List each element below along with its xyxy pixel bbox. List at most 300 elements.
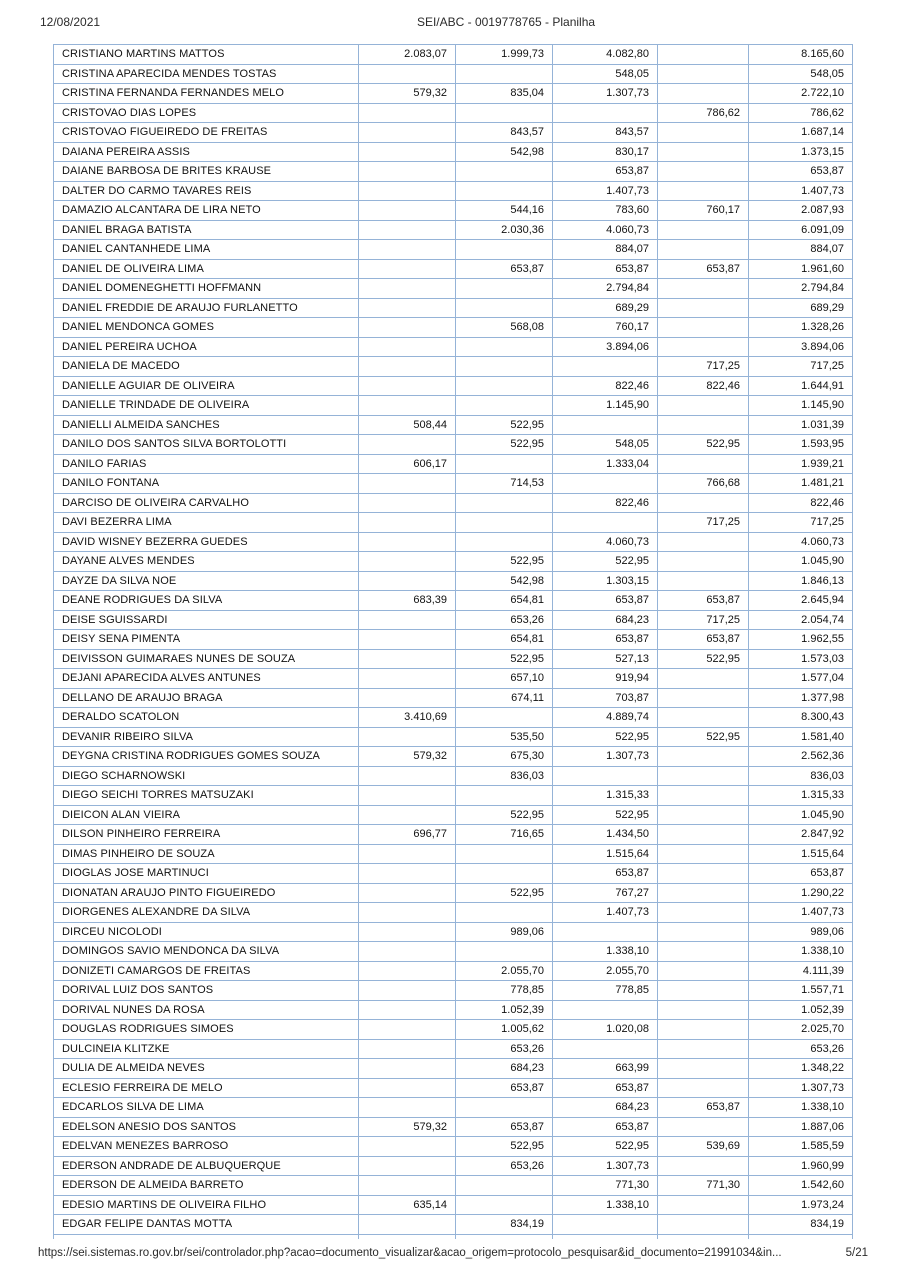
total-cell: 8.300,43 bbox=[749, 708, 853, 728]
value-cell: 548,05 bbox=[553, 64, 658, 84]
table-row bbox=[54, 201, 853, 221]
table-row bbox=[54, 649, 853, 669]
name-cell: DIORGENES ALEXANDRE DA SILVA bbox=[54, 903, 359, 923]
value-cell bbox=[359, 337, 456, 357]
table-row bbox=[54, 493, 853, 513]
value-cell bbox=[456, 279, 553, 299]
name-cell: DEJANI APARECIDA ALVES ANTUNES bbox=[54, 669, 359, 689]
value-cell bbox=[359, 1000, 456, 1020]
value-cell: 689,29 bbox=[553, 298, 658, 318]
value-cell bbox=[658, 825, 749, 845]
value-cell bbox=[359, 298, 456, 318]
value-cell bbox=[359, 688, 456, 708]
value-cell: 653,87 bbox=[553, 1078, 658, 1098]
value-cell bbox=[553, 513, 658, 533]
total-cell: 1.960,99 bbox=[749, 1156, 853, 1176]
value-cell bbox=[359, 727, 456, 747]
total-cell: 1.052,39 bbox=[749, 1000, 853, 1020]
total-cell: 1.307,73 bbox=[749, 1078, 853, 1098]
table-row bbox=[54, 571, 853, 591]
value-cell: 919,94 bbox=[553, 669, 658, 689]
value-cell: 657,10 bbox=[456, 669, 553, 689]
value-cell: 1.515,64 bbox=[553, 844, 658, 864]
value-cell: 1.315,33 bbox=[553, 786, 658, 806]
value-cell bbox=[553, 474, 658, 494]
total-cell: 4.111,39 bbox=[749, 961, 853, 981]
value-cell bbox=[658, 864, 749, 884]
value-cell: 843,57 bbox=[456, 123, 553, 143]
value-cell bbox=[658, 162, 749, 182]
table-row bbox=[54, 786, 853, 806]
total-cell: 1.515,64 bbox=[749, 844, 853, 864]
table-row bbox=[54, 435, 853, 455]
partial-row-border bbox=[53, 1234, 54, 1239]
total-cell: 2.847,92 bbox=[749, 825, 853, 845]
name-cell: DANIEL MENDONCA GOMES bbox=[54, 318, 359, 338]
value-cell: 1.999,73 bbox=[456, 45, 553, 65]
total-cell: 1.315,33 bbox=[749, 786, 853, 806]
name-cell: EDERSON ANDRADE DE ALBUQUERQUE bbox=[54, 1156, 359, 1176]
table-row bbox=[54, 1195, 853, 1215]
value-cell bbox=[456, 1176, 553, 1196]
table-row bbox=[54, 84, 853, 104]
table-row bbox=[54, 513, 853, 533]
value-cell: 1.407,73 bbox=[553, 903, 658, 923]
name-cell: DEISE SGUISSARDI bbox=[54, 610, 359, 630]
name-cell: DANILO FARIAS bbox=[54, 454, 359, 474]
value-cell: 653,87 bbox=[553, 1117, 658, 1137]
partial-row-border bbox=[455, 1234, 456, 1239]
table-row bbox=[54, 591, 853, 611]
total-cell: 548,05 bbox=[749, 64, 853, 84]
name-cell: DORIVAL LUIZ DOS SANTOS bbox=[54, 981, 359, 1001]
value-cell: 606,17 bbox=[359, 454, 456, 474]
name-cell: CRISTIANO MARTINS MATTOS bbox=[54, 45, 359, 65]
name-cell: DANIEL PEREIRA UCHOA bbox=[54, 337, 359, 357]
value-cell bbox=[658, 1215, 749, 1235]
value-cell: 653,87 bbox=[553, 259, 658, 279]
value-cell: 653,87 bbox=[456, 1078, 553, 1098]
value-cell bbox=[456, 864, 553, 884]
table-row bbox=[54, 123, 853, 143]
table-row bbox=[54, 1137, 853, 1157]
value-cell: 822,46 bbox=[658, 376, 749, 396]
total-cell: 653,87 bbox=[749, 864, 853, 884]
value-cell bbox=[359, 162, 456, 182]
value-cell bbox=[658, 1156, 749, 1176]
name-cell: DANIEL CANTANHEDE LIMA bbox=[54, 240, 359, 260]
value-cell bbox=[359, 1098, 456, 1118]
table-row bbox=[54, 1117, 853, 1137]
value-cell bbox=[553, 415, 658, 435]
value-cell bbox=[359, 1137, 456, 1157]
value-cell bbox=[658, 942, 749, 962]
value-cell bbox=[359, 1156, 456, 1176]
value-cell bbox=[553, 357, 658, 377]
total-cell: 2.562,36 bbox=[749, 747, 853, 767]
name-cell: DANIELA DE MACEDO bbox=[54, 357, 359, 377]
name-cell: EDELVAN MENEZES BARROSO bbox=[54, 1137, 359, 1157]
name-cell: DEANE RODRIGUES DA SILVA bbox=[54, 591, 359, 611]
table-row bbox=[54, 688, 853, 708]
value-cell bbox=[456, 493, 553, 513]
value-cell: 653,26 bbox=[456, 1039, 553, 1059]
name-cell: DAIANE BARBOSA DE BRITES KRAUSE bbox=[54, 162, 359, 182]
name-cell: DOMINGOS SAVIO MENDONCA DA SILVA bbox=[54, 942, 359, 962]
name-cell: DANIEL FREDDIE DE ARAUJO FURLANETTO bbox=[54, 298, 359, 318]
value-cell: 2.083,07 bbox=[359, 45, 456, 65]
value-cell bbox=[658, 708, 749, 728]
table-row bbox=[54, 669, 853, 689]
value-cell bbox=[658, 669, 749, 689]
name-cell: EDELSON ANESIO DOS SANTOS bbox=[54, 1117, 359, 1137]
name-cell: DIONATAN ARAUJO PINTO FIGUEIREDO bbox=[54, 883, 359, 903]
total-cell: 1.581,40 bbox=[749, 727, 853, 747]
value-cell: 653,87 bbox=[658, 259, 749, 279]
total-cell: 1.348,22 bbox=[749, 1059, 853, 1079]
value-cell: 766,68 bbox=[658, 474, 749, 494]
name-cell: DAVID WISNEY BEZERRA GUEDES bbox=[54, 532, 359, 552]
value-cell: 4.889,74 bbox=[553, 708, 658, 728]
table-row bbox=[54, 396, 853, 416]
name-cell: DERALDO SCATOLON bbox=[54, 708, 359, 728]
partial-row-border bbox=[552, 1234, 553, 1239]
total-cell: 1.377,98 bbox=[749, 688, 853, 708]
name-cell: DAIANA PEREIRA ASSIS bbox=[54, 142, 359, 162]
value-cell: 1.145,90 bbox=[553, 396, 658, 416]
total-cell: 2.087,93 bbox=[749, 201, 853, 221]
value-cell bbox=[658, 786, 749, 806]
value-cell: 579,32 bbox=[359, 84, 456, 104]
total-cell: 2.054,74 bbox=[749, 610, 853, 630]
value-cell: 1.005,62 bbox=[456, 1020, 553, 1040]
total-cell: 1.962,55 bbox=[749, 630, 853, 650]
table-row bbox=[54, 1039, 853, 1059]
table-row bbox=[54, 103, 853, 123]
partial-row-border bbox=[748, 1234, 749, 1239]
value-cell: 522,95 bbox=[456, 1137, 553, 1157]
value-cell bbox=[359, 864, 456, 884]
value-cell: 989,06 bbox=[456, 922, 553, 942]
value-cell: 684,23 bbox=[456, 1059, 553, 1079]
value-cell: 760,17 bbox=[658, 201, 749, 221]
name-cell: EDERSON DE ALMEIDA BARRETO bbox=[54, 1176, 359, 1196]
value-cell: 1.307,73 bbox=[553, 747, 658, 767]
value-cell bbox=[658, 1039, 749, 1059]
name-cell: DONIZETI CAMARGOS DE FREITAS bbox=[54, 961, 359, 981]
value-cell: 822,46 bbox=[553, 376, 658, 396]
name-cell: DEISY SENA PIMENTA bbox=[54, 630, 359, 650]
value-cell: 830,17 bbox=[553, 142, 658, 162]
table-row bbox=[54, 1059, 853, 1079]
value-cell bbox=[658, 903, 749, 923]
total-cell: 689,29 bbox=[749, 298, 853, 318]
value-cell: 674,11 bbox=[456, 688, 553, 708]
value-cell bbox=[359, 493, 456, 513]
value-cell: 1.052,39 bbox=[456, 1000, 553, 1020]
print-header-date: 12/08/2021 bbox=[40, 15, 101, 29]
value-cell: 3.894,06 bbox=[553, 337, 658, 357]
value-cell bbox=[658, 844, 749, 864]
table-row bbox=[54, 883, 853, 903]
value-cell bbox=[359, 474, 456, 494]
partial-row-border bbox=[657, 1234, 658, 1239]
total-cell: 836,03 bbox=[749, 766, 853, 786]
partial-next-row bbox=[53, 1234, 853, 1239]
value-cell: 771,30 bbox=[553, 1176, 658, 1196]
total-cell: 4.060,73 bbox=[749, 532, 853, 552]
value-cell: 522,95 bbox=[658, 727, 749, 747]
value-cell bbox=[658, 318, 749, 338]
total-cell: 1.338,10 bbox=[749, 942, 853, 962]
value-cell: 1.434,50 bbox=[553, 825, 658, 845]
value-cell: 703,87 bbox=[553, 688, 658, 708]
name-cell: DANIEL BRAGA BATISTA bbox=[54, 220, 359, 240]
value-cell bbox=[359, 552, 456, 572]
table-row bbox=[54, 708, 853, 728]
value-cell: 684,23 bbox=[553, 610, 658, 630]
value-cell bbox=[359, 883, 456, 903]
value-cell: 663,99 bbox=[553, 1059, 658, 1079]
total-cell: 834,19 bbox=[749, 1215, 853, 1235]
total-cell: 1.481,21 bbox=[749, 474, 853, 494]
value-cell: 836,03 bbox=[456, 766, 553, 786]
value-cell: 653,87 bbox=[658, 1098, 749, 1118]
value-cell bbox=[456, 454, 553, 474]
value-cell: 654,81 bbox=[456, 630, 553, 650]
table-row bbox=[54, 1215, 853, 1235]
value-cell bbox=[658, 961, 749, 981]
value-cell bbox=[456, 942, 553, 962]
name-cell: DILSON PINHEIRO FERREIRA bbox=[54, 825, 359, 845]
value-cell bbox=[359, 240, 456, 260]
value-cell bbox=[658, 1020, 749, 1040]
table-row bbox=[54, 259, 853, 279]
value-cell bbox=[359, 1020, 456, 1040]
total-cell: 1.687,14 bbox=[749, 123, 853, 143]
name-cell: DAMAZIO ALCANTARA DE LIRA NETO bbox=[54, 201, 359, 221]
name-cell: DOUGLAS RODRIGUES SIMOES bbox=[54, 1020, 359, 1040]
value-cell: 548,05 bbox=[553, 435, 658, 455]
value-cell bbox=[359, 766, 456, 786]
value-cell bbox=[359, 903, 456, 923]
value-cell: 834,19 bbox=[456, 1215, 553, 1235]
table-row bbox=[54, 64, 853, 84]
value-cell bbox=[359, 805, 456, 825]
value-cell: 1.338,10 bbox=[553, 1195, 658, 1215]
value-cell: 884,07 bbox=[553, 240, 658, 260]
value-cell bbox=[456, 240, 553, 260]
value-cell bbox=[658, 181, 749, 201]
value-cell bbox=[359, 376, 456, 396]
total-cell: 1.145,90 bbox=[749, 396, 853, 416]
value-cell: 1.303,15 bbox=[553, 571, 658, 591]
value-cell: 683,39 bbox=[359, 591, 456, 611]
value-cell: 717,25 bbox=[658, 513, 749, 533]
table-row bbox=[54, 298, 853, 318]
table-row bbox=[54, 357, 853, 377]
value-cell bbox=[359, 844, 456, 864]
value-cell bbox=[359, 142, 456, 162]
value-cell bbox=[359, 1059, 456, 1079]
value-cell: 542,98 bbox=[456, 142, 553, 162]
table-row bbox=[54, 318, 853, 338]
table-row bbox=[54, 825, 853, 845]
value-cell bbox=[359, 669, 456, 689]
value-cell: 1.307,73 bbox=[553, 84, 658, 104]
name-cell: DANIELLE AGUIAR DE OLIVEIRA bbox=[54, 376, 359, 396]
name-cell: DIEICON ALAN VIEIRA bbox=[54, 805, 359, 825]
value-cell: 508,44 bbox=[359, 415, 456, 435]
total-cell: 1.585,59 bbox=[749, 1137, 853, 1157]
value-cell bbox=[658, 220, 749, 240]
value-cell bbox=[359, 279, 456, 299]
total-cell: 1.542,60 bbox=[749, 1176, 853, 1196]
total-cell: 2.645,94 bbox=[749, 591, 853, 611]
name-cell: DIRCEU NICOLODI bbox=[54, 922, 359, 942]
value-cell: 2.055,70 bbox=[456, 961, 553, 981]
name-cell: DEIVISSON GUIMARAES NUNES DE SOUZA bbox=[54, 649, 359, 669]
total-cell: 1.887,06 bbox=[749, 1117, 853, 1137]
total-cell: 884,07 bbox=[749, 240, 853, 260]
value-cell: 696,77 bbox=[359, 825, 456, 845]
value-cell bbox=[456, 376, 553, 396]
value-cell: 767,27 bbox=[553, 883, 658, 903]
table-row bbox=[54, 610, 853, 630]
value-cell: 1.333,04 bbox=[553, 454, 658, 474]
name-cell: DIEGO SEICHI TORRES MATSUZAKI bbox=[54, 786, 359, 806]
name-cell: DANILO DOS SANTOS SILVA BORTOLOTTI bbox=[54, 435, 359, 455]
value-cell bbox=[359, 357, 456, 377]
value-cell bbox=[658, 415, 749, 435]
name-cell: DORIVAL NUNES DA ROSA bbox=[54, 1000, 359, 1020]
value-cell bbox=[359, 1039, 456, 1059]
table-row bbox=[54, 415, 853, 435]
value-cell: 522,95 bbox=[553, 805, 658, 825]
value-cell bbox=[658, 45, 749, 65]
table-row bbox=[54, 903, 853, 923]
total-cell: 3.894,06 bbox=[749, 337, 853, 357]
total-cell: 1.939,21 bbox=[749, 454, 853, 474]
total-cell: 1.373,15 bbox=[749, 142, 853, 162]
value-cell bbox=[553, 922, 658, 942]
name-cell: DANIELLE TRINDADE DE OLIVEIRA bbox=[54, 396, 359, 416]
value-cell: 778,85 bbox=[553, 981, 658, 1001]
value-cell bbox=[359, 630, 456, 650]
name-cell: DANIEL DE OLIVEIRA LIMA bbox=[54, 259, 359, 279]
value-cell bbox=[359, 64, 456, 84]
value-cell: 1.020,08 bbox=[553, 1020, 658, 1040]
total-cell: 1.973,24 bbox=[749, 1195, 853, 1215]
total-cell: 1.338,10 bbox=[749, 1098, 853, 1118]
value-cell: 4.060,73 bbox=[553, 220, 658, 240]
total-cell: 717,25 bbox=[749, 357, 853, 377]
value-cell bbox=[456, 298, 553, 318]
value-cell: 4.082,80 bbox=[553, 45, 658, 65]
table-row bbox=[54, 1098, 853, 1118]
value-cell bbox=[359, 922, 456, 942]
total-cell: 6.091,09 bbox=[749, 220, 853, 240]
value-cell bbox=[658, 1059, 749, 1079]
value-cell: 653,87 bbox=[553, 591, 658, 611]
table-row bbox=[54, 474, 853, 494]
value-cell: 653,87 bbox=[553, 162, 658, 182]
value-cell bbox=[658, 766, 749, 786]
total-cell: 1.593,95 bbox=[749, 435, 853, 455]
name-cell: CRISTOVAO DIAS LOPES bbox=[54, 103, 359, 123]
name-cell: DEVANIR RIBEIRO SILVA bbox=[54, 727, 359, 747]
value-cell: 675,30 bbox=[456, 747, 553, 767]
table-row bbox=[54, 1156, 853, 1176]
name-cell: EDESIO MARTINS DE OLIVEIRA FILHO bbox=[54, 1195, 359, 1215]
total-cell: 1.045,90 bbox=[749, 552, 853, 572]
value-cell bbox=[359, 532, 456, 552]
name-cell: DARCISO DE OLIVEIRA CARVALHO bbox=[54, 493, 359, 513]
total-cell: 786,62 bbox=[749, 103, 853, 123]
name-cell: DANIEL DOMENEGHETTI HOFFMANN bbox=[54, 279, 359, 299]
value-cell: 771,30 bbox=[658, 1176, 749, 1196]
spreadsheet-table bbox=[53, 44, 853, 1235]
value-cell bbox=[359, 435, 456, 455]
value-cell: 522,95 bbox=[456, 649, 553, 669]
value-cell bbox=[359, 396, 456, 416]
value-cell: 835,04 bbox=[456, 84, 553, 104]
value-cell: 527,13 bbox=[553, 649, 658, 669]
value-cell: 579,32 bbox=[359, 1117, 456, 1137]
value-cell bbox=[456, 532, 553, 552]
total-cell: 1.573,03 bbox=[749, 649, 853, 669]
value-cell bbox=[359, 786, 456, 806]
value-cell bbox=[456, 708, 553, 728]
total-cell: 1.577,04 bbox=[749, 669, 853, 689]
table-row bbox=[54, 240, 853, 260]
name-cell: CRISTOVAO FIGUEIREDO DE FREITAS bbox=[54, 123, 359, 143]
value-cell: 760,17 bbox=[553, 318, 658, 338]
value-cell bbox=[456, 1098, 553, 1118]
total-cell: 1.557,71 bbox=[749, 981, 853, 1001]
value-cell: 822,46 bbox=[553, 493, 658, 513]
value-cell bbox=[658, 396, 749, 416]
total-cell: 1.846,13 bbox=[749, 571, 853, 591]
value-cell: 522,95 bbox=[456, 435, 553, 455]
value-cell bbox=[359, 1215, 456, 1235]
name-cell: DANILO FONTANA bbox=[54, 474, 359, 494]
total-cell: 717,25 bbox=[749, 513, 853, 533]
value-cell bbox=[456, 513, 553, 533]
name-cell: DIMAS PINHEIRO DE SOUZA bbox=[54, 844, 359, 864]
value-cell: 568,08 bbox=[456, 318, 553, 338]
value-cell bbox=[658, 142, 749, 162]
value-cell bbox=[359, 942, 456, 962]
partial-row-border bbox=[852, 1234, 853, 1239]
value-cell bbox=[658, 883, 749, 903]
value-cell: 653,87 bbox=[658, 591, 749, 611]
value-cell bbox=[658, 571, 749, 591]
table-row bbox=[54, 727, 853, 747]
value-cell bbox=[359, 123, 456, 143]
value-cell: 843,57 bbox=[553, 123, 658, 143]
value-cell: 654,81 bbox=[456, 591, 553, 611]
value-cell: 522,95 bbox=[456, 415, 553, 435]
value-cell bbox=[359, 318, 456, 338]
name-cell: DALTER DO CARMO TAVARES REIS bbox=[54, 181, 359, 201]
value-cell: 522,95 bbox=[456, 552, 553, 572]
table-row bbox=[54, 766, 853, 786]
name-cell: DELLANO DE ARAUJO BRAGA bbox=[54, 688, 359, 708]
name-cell: DANIELLI ALMEIDA SANCHES bbox=[54, 415, 359, 435]
name-cell: CRISTINA APARECIDA MENDES TOSTAS bbox=[54, 64, 359, 84]
value-cell: 579,32 bbox=[359, 747, 456, 767]
